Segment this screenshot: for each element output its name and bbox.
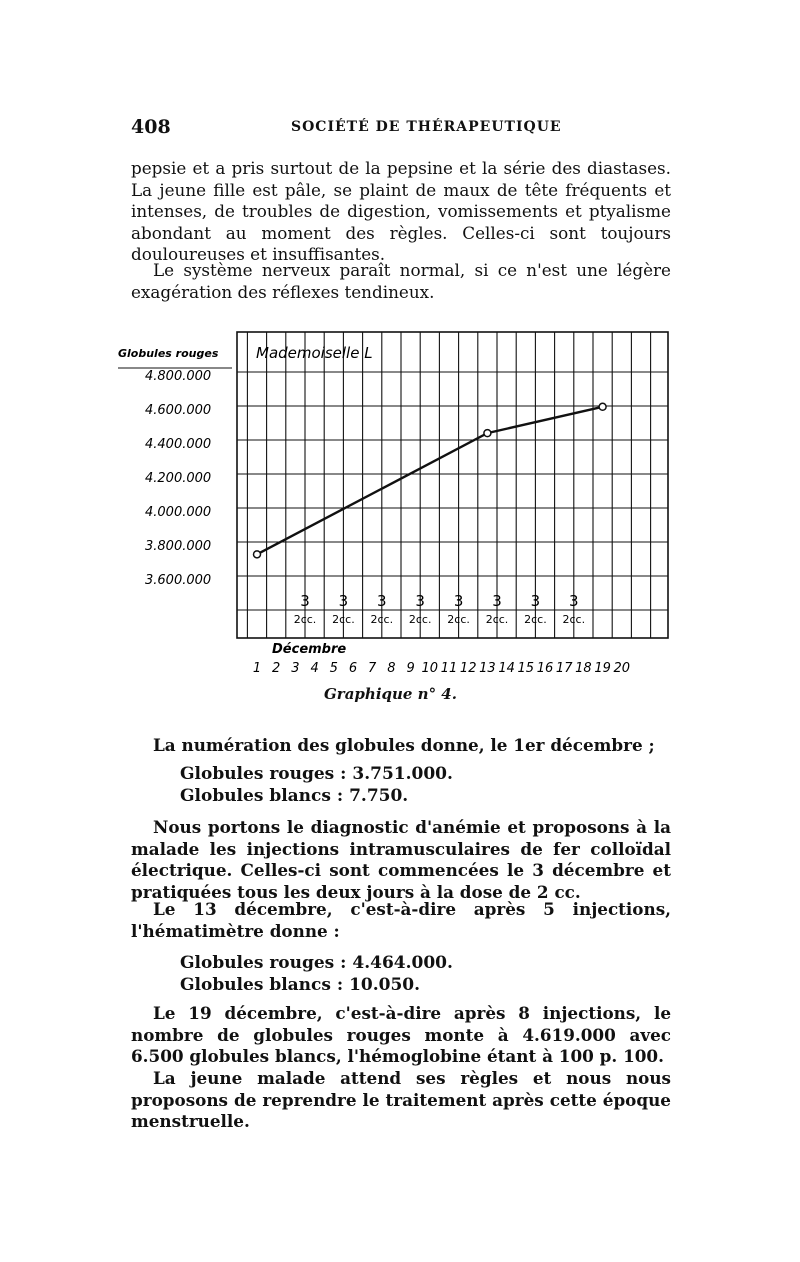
x-tick-label: 16: [536, 661, 554, 676]
x-tick-label: 12: [459, 661, 477, 676]
december-19-paragraph: Le 19 décembre, c'est-à-dire après 8 injections, le nombre de globules rouges monte à 4.619.000 avec 6.500 globules blancs, l'hémoglobine étant à 100 p. 100.: [131, 1003, 671, 1066]
injection-mark: 3: [530, 592, 541, 610]
y-tick-label: 3.800.000: [145, 539, 212, 554]
y-tick-labels: [145, 369, 211, 588]
y-tick-label: 4.600.000: [145, 403, 212, 418]
second-count-white: Globules blancs : 10.050.: [180, 975, 421, 995]
y-tick-label: 4.800.000: [145, 369, 212, 384]
injection-mark: 3: [569, 592, 579, 610]
intro-paragraph-1: pepsie et a pris surtout de la pepsine et la série des diastases. La jeune fille est pâle, se plaint de maux de tête fréquents et intenses, de troubles de digestion, vomissements et ptyalisme abondant au moment des règles. Celles-ci sont toujours douloureuses et insuffisantes.: [131, 158, 671, 264]
red-cell-series-line: [257, 407, 603, 555]
count-intro: La numération des globules donne, le 1er décembre ;: [153, 735, 655, 755]
x-tick-label: 18: [575, 661, 592, 676]
x-axis-title: Décembre: [272, 642, 347, 657]
first-count-white: Globules blancs : 7.750.: [180, 786, 409, 806]
y-tick-label: 4.200.000: [145, 471, 212, 486]
x-tick-label: 14: [498, 661, 515, 676]
x-tick-label: 8: [387, 661, 396, 676]
x-tick-label: 10: [421, 661, 439, 676]
y-tick-label: 3.600.000: [145, 573, 212, 588]
data-point: [599, 403, 606, 410]
x-tick-label: 6: [348, 661, 358, 676]
red-cell-series-points: [254, 403, 607, 558]
x-tick-label: 13: [479, 661, 496, 676]
injection-mark: 3: [492, 592, 502, 610]
first-count: [180, 763, 453, 807]
x-tick-label: 5: [329, 661, 338, 676]
x-tick-label: 17: [555, 661, 573, 676]
second-count: [180, 952, 453, 996]
diagnosis-paragraph: Nous portons le diagnostic d'anémie et proposons à la malade les injections intramusculaires de fer colloïdal électrique. Celles-ci sont commencées le 3 décembre et pratiquées tous les deux jours à la dose de 2 cc.: [131, 817, 671, 902]
data-point: [484, 430, 491, 437]
page-number: 408: [131, 116, 171, 138]
figure-caption: Graphique n° 4.: [324, 685, 457, 703]
injection-dose: 2cc.: [562, 613, 586, 626]
x-tick-label: 4: [310, 661, 319, 676]
x-tick-label: 2: [272, 661, 281, 676]
x-tick-label: 19: [594, 661, 611, 676]
closing-paragraph: La jeune malade attend ses règles et nous nous proposons de reprendre le traitement après cette époque menstruelle.: [131, 1068, 671, 1131]
y-tick-label: 4.000.000: [145, 505, 212, 520]
injection-mark: 3: [453, 592, 464, 610]
injection-dose: 2cc.: [332, 613, 355, 626]
injection-dose: 2cc.: [447, 613, 470, 626]
injection-dose: 2cc.: [293, 613, 317, 626]
x-tick-label: 20: [613, 661, 631, 676]
y-tick-label: 4.400.000: [145, 437, 212, 452]
injection-dose: 2cc.: [485, 613, 509, 626]
x-tick-label: 7: [368, 661, 377, 676]
x-tick-label: 15: [517, 661, 535, 676]
x-tick-label: 11: [440, 661, 458, 676]
injection-mark: 3: [300, 592, 310, 610]
x-tick-label: 9: [406, 661, 415, 676]
intro-paragraph-2: Le système nerveux paraît normal, si ce n'est une légère exagération des réflexes tendineux.: [131, 260, 671, 302]
injection-dose: 2cc.: [370, 613, 394, 626]
second-count-red: Globules rouges : 4.464.000.: [180, 953, 453, 973]
x-tick-labels: [253, 661, 630, 676]
y-axis-title: Globules rouges: [118, 347, 219, 360]
injection-dose: 2cc.: [408, 613, 432, 626]
data-point: [254, 551, 261, 558]
red-cell-chart: [0, 320, 800, 720]
running-title: SOCIÉTÉ DE THÉRAPEUTIQUE: [291, 119, 562, 135]
x-tick-label: 1: [252, 661, 262, 676]
chart-title: Mademoiselle L: [256, 344, 373, 362]
injection-dose: 2cc.: [524, 613, 547, 626]
december-13-paragraph: Le 13 décembre, c'est-à-dire après 5 injections, l'hématimètre donne :: [131, 899, 671, 941]
injection-mark: 3: [415, 592, 425, 610]
first-count-red: Globules rouges : 3.751.000.: [180, 764, 453, 784]
injection-mark: 3: [338, 592, 349, 610]
injection-mark: 3: [377, 592, 387, 610]
x-tick-label: 3: [291, 661, 300, 676]
page-header: [131, 116, 671, 140]
